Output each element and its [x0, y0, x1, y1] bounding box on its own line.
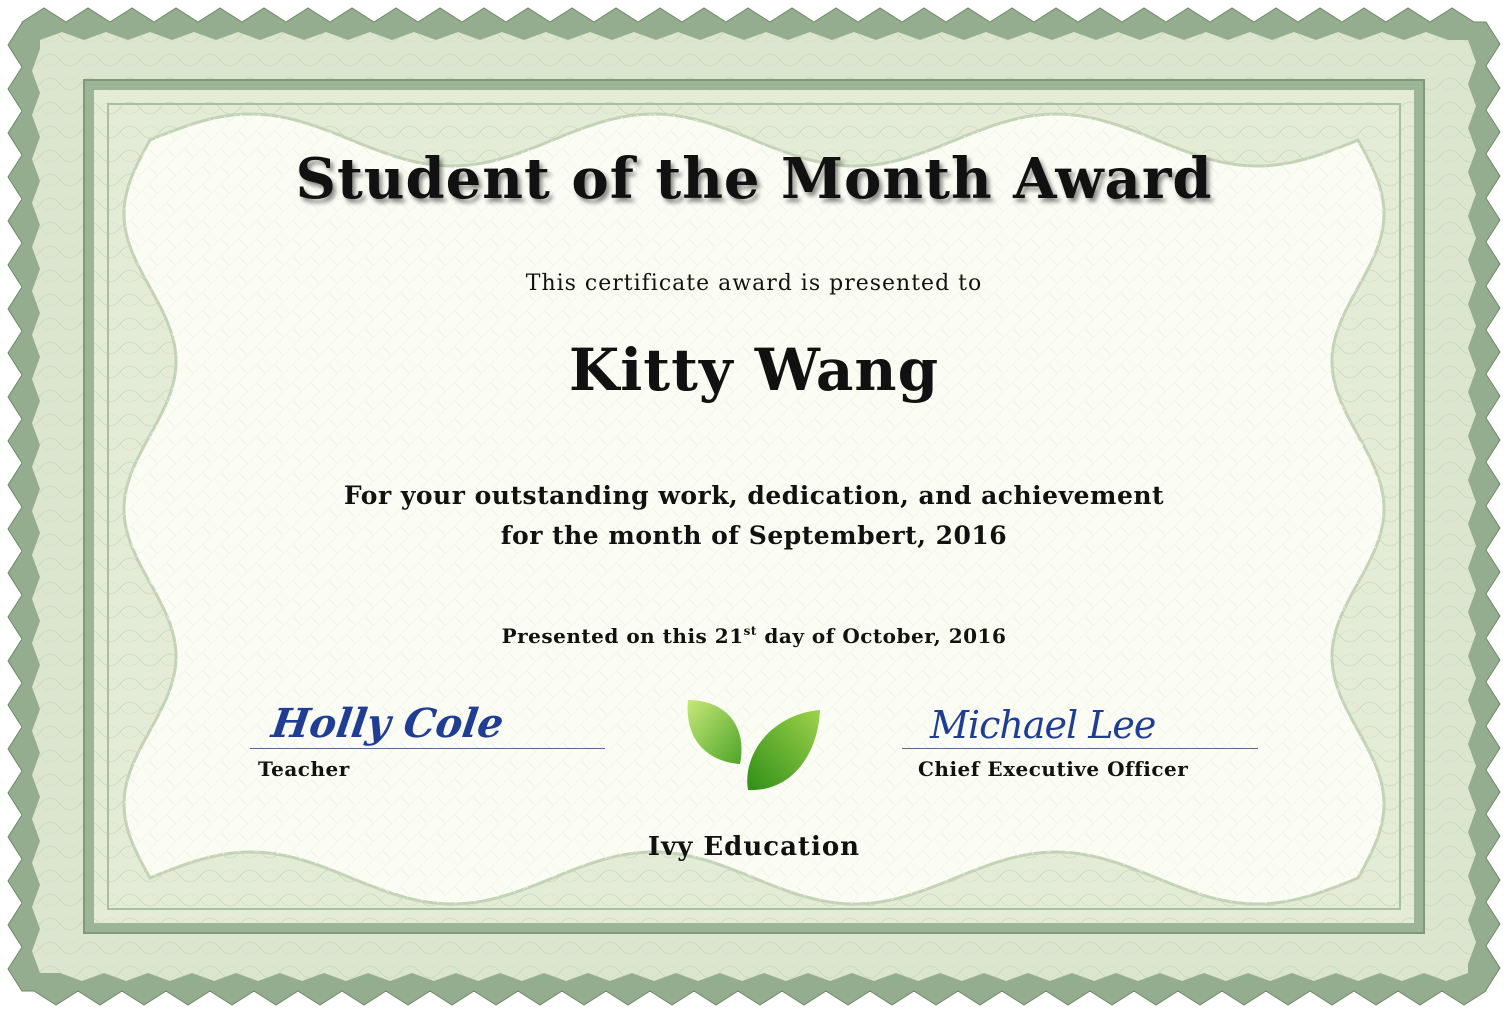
presented-on-suffix: day of October, 2016	[756, 624, 1007, 648]
presented-to-text: This certificate award is presented to	[525, 271, 983, 296]
award-reason-line-1: For your outstanding work, dedication, and achievement	[343, 481, 1165, 510]
award-reason-line-2: for the month of Septembert, 2016	[500, 521, 1008, 550]
right-leaf	[747, 710, 820, 790]
recipient-name: Kitty Wang	[568, 336, 940, 404]
signer-role-right: Chief Executive Officer	[918, 757, 1189, 781]
organization-name: Ivy Education	[647, 832, 861, 862]
presented-on-ordinal: st	[743, 624, 757, 638]
presented-on-prefix: Presented on this 21	[501, 624, 744, 648]
signature-right: Michael Lee	[930, 703, 1156, 747]
left-leaf	[688, 700, 742, 764]
signature-line-left	[250, 748, 605, 749]
presented-on-date	[0, 624, 1508, 648]
signature-line-right	[902, 748, 1258, 749]
signer-role-left: Teacher	[258, 757, 350, 781]
certificate-title: Student of the Month Award	[295, 146, 1213, 212]
leaf-icon	[682, 696, 824, 794]
signature-left: Holly Cole	[268, 700, 507, 747]
award-reason	[0, 476, 1508, 556]
